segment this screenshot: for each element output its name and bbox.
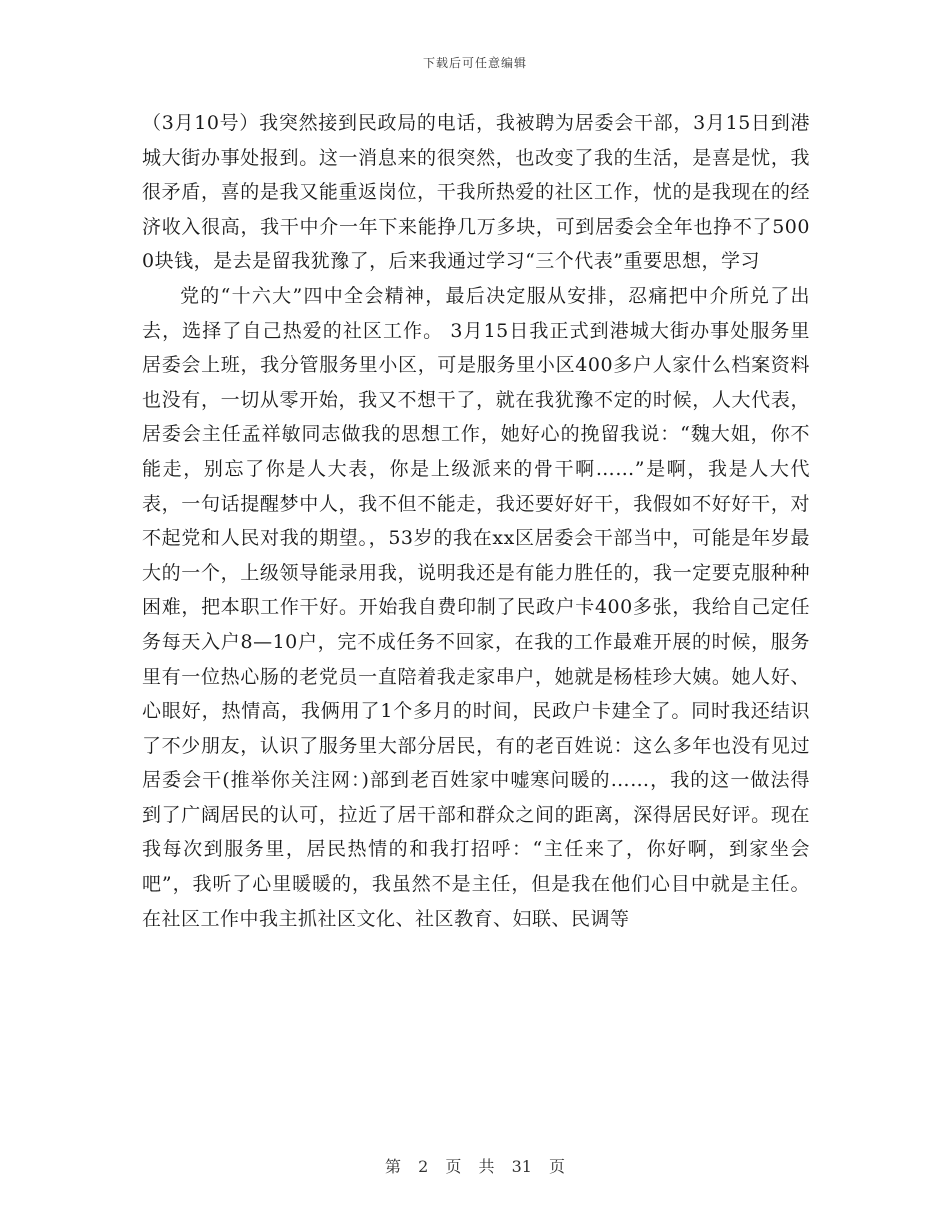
page-header [0, 54, 950, 71]
paragraph-1: （3月10号）我突然接到民政局的电话，我被聘为居委会干部，3月15日到港城大街办事处报到。这一消息来的很突然，也改变了我的生活，是喜是忧，我很矛盾，喜的是我又能重返岗位，干我所热爱的社区工作，忧的是我现在的经济收入很高，我干中介一年下来能挣几万多块，可到居委会全年也挣不了5000块钱，是去是留我犹豫了，后来我通过学习“三个代表”重要思想，学习 [142, 112, 810, 273]
footer-label-page: 第 [384, 1157, 401, 1176]
header-note: 下载后可任意编辑 [422, 56, 527, 70]
footer-label-total-unit: 页 [549, 1157, 566, 1176]
document-body [142, 106, 810, 936]
footer-current-page: 2 [418, 1157, 429, 1176]
paragraph-2: 党的“十六大”四中全会精神，最后决定服从安排，忍痛把中介所兑了出去，选择了自己热爱的社区工作。 3月15日我正式到港城大街办事处服务里居委会上班，我分管服务里小区，可是服务里小区400多户人家什么档案资料也没有，一切从零开始，我又不想干了，就在我犹豫不定的时候，人大代表，居委会主任孟祥敏同志做我的思想工作，她好心的挽留我说：“魏大姐，你不能走，别忘了你是人大表，你是上级派来的骨干啊……”是啊，我是人大代表，一句话提醒梦中人，我不但不能走，我还要好好干，我假如不好好干，对不起党和人民对我的期望。，53岁的我在xx区居委会干部当中，可能是年岁最大的一个，上级领导能录用我，说明我还是有能力胜任的，我一定要克服种种困难，把本职工作干好。开始我自费印制了民政户卡400多张，我给自己定任务每天入户8—10户，完不成任务不回家，在我的工作最难开展的时候，服务里有一位热心肠的老党员一直陪着我走家串户，她就是杨桂珍大姨。她人好、心眼好，热情高，我俩用了1个多月的时间，民政户卡建全了。同时我还结识了不少朋友，认识了服务里大部分居民，有的老百姓说：这么多年也没有见过居委会干(推举你关注网：)部到老百姓家中嘘寒问暖的……，我的这一做法得到了广阔居民的认可，拉近了居干部和群众之间的距离，深得居民好评。现在我每次到服务里，居民热情的和我打招呼：“主任来了，你好啊，到家坐会吧”，我听了心里暖暖的，我虽然不是主任，但是我在他们心目中就是主任。在社区工作中我主抓社区文化、社区教育、妇联、民调等 [142, 284, 810, 930]
footer-label-total: 共 [478, 1157, 495, 1176]
page-footer [0, 1154, 950, 1177]
footer-total-pages: 31 [511, 1157, 532, 1176]
footer-label-page-unit: 页 [445, 1157, 462, 1176]
